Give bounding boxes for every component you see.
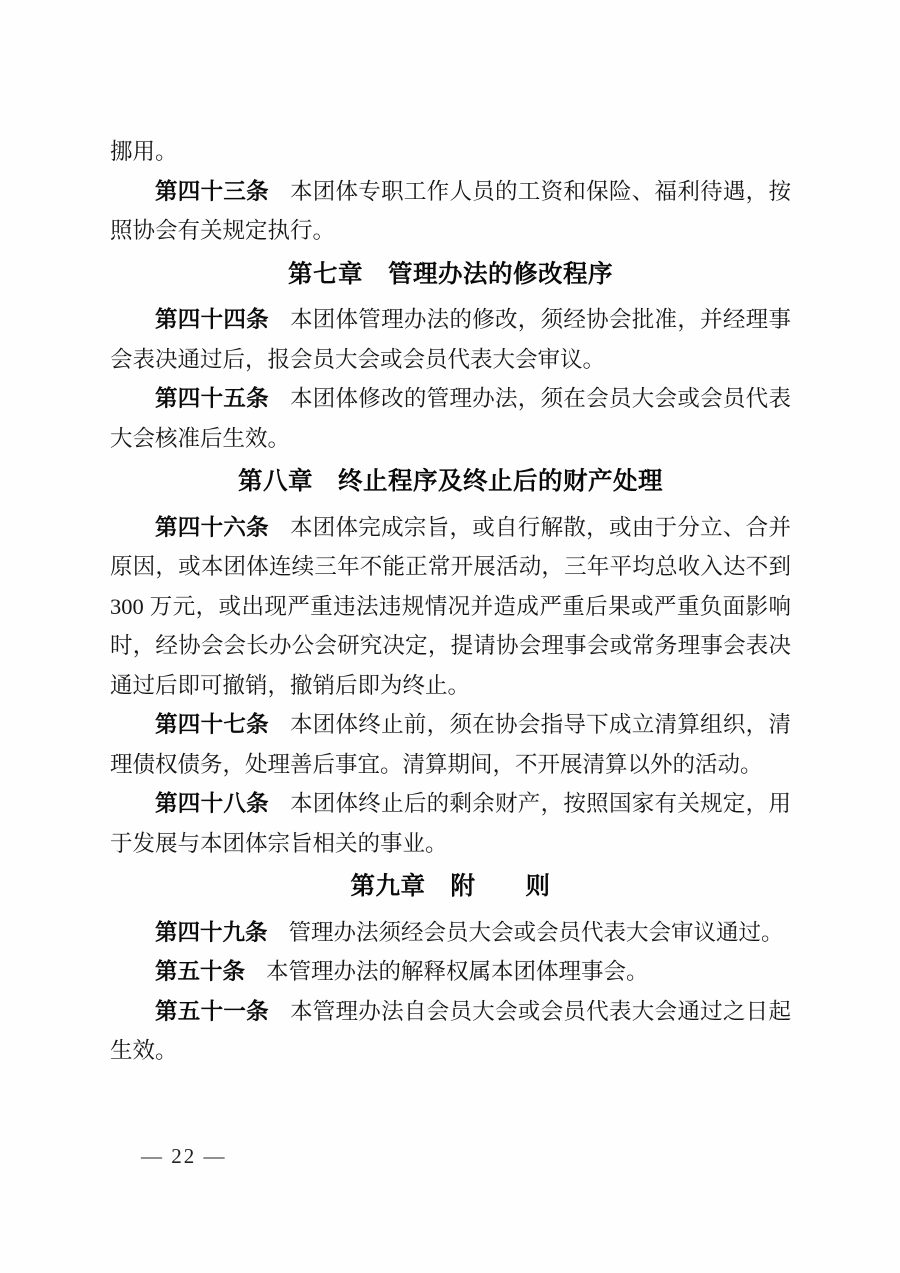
- paragraph-continuation: 挪用。: [110, 139, 178, 164]
- chapter-9-heading: 第九章 附 则: [350, 873, 551, 900]
- article-45: [110, 379, 791, 458]
- article-50: [110, 952, 791, 992]
- article-46-number: 第四十六条: [155, 514, 269, 540]
- article-46: [110, 508, 791, 706]
- article-51: [110, 992, 791, 1071]
- article-48-text: 本团体终止后的剩余财产，按照国家有关规定，用于发展与本团体宗旨相关的事业。: [110, 791, 791, 856]
- article-51-text: 本管理办法自会员大会或会员代表大会通过之日起生效。: [110, 998, 791, 1063]
- article-43: [110, 172, 791, 251]
- article-44-text: 本团体管理办法的修改，须经协会批准，并经理事会表决通过后，报会员大会或会员代表大会审议。: [110, 307, 791, 372]
- article-47: [110, 705, 791, 784]
- article-47-text: 本团体终止前，须在协会指导下成立清算组织，清理债权债务，处理善后事宜。清算期间，不开展清算以外的活动。: [110, 712, 791, 777]
- page-number: — 22 —: [141, 1144, 227, 1168]
- article-48-number: 第四十八条: [155, 791, 269, 816]
- article-49: [110, 913, 791, 953]
- article-44-number: 第四十四条: [155, 307, 269, 332]
- article-49-text: 管理办法须经会员大会或会员代表大会审议通过。: [288, 919, 784, 945]
- article-45-number: 第四十五条: [155, 386, 269, 411]
- article-47-number: 第四十七条: [155, 712, 269, 737]
- chapter-7-heading: 第七章 管理办法的修改程序: [288, 260, 613, 288]
- article-50-text: 本管理办法的解释权属本团体理事会。: [266, 959, 649, 984]
- article-51-number: 第五十一条: [155, 998, 269, 1024]
- article-50-number: 第五十条: [155, 959, 246, 984]
- article-43-text: 本团体专职工作人员的工资和保险、福利待遇，按照协会有关规定执行。: [110, 178, 791, 243]
- article-49-number: 第四十九条: [155, 919, 268, 945]
- article-48: [110, 784, 791, 863]
- chapter-8-heading: 第八章 终止程序及终止后的财产处理: [238, 468, 663, 495]
- article-46-text: 本团体完成宗旨，或自行解散，或由于分立、合并原因，或本团体连续三年不能正常开展活动，三年平均总收入达不到300 万元，或出现严重违法违规情况并造成严重后果或严重负面影响时，经协会会长办公会研究决定，提请协会理事会或常务理事会表决通过后即可撤销，撤销后即为终止。: [110, 514, 791, 698]
- article-44: [110, 300, 791, 379]
- article-45-text: 本团体修改的管理办法，须在会员大会或会员代表大会核准后生效。: [110, 386, 791, 451]
- document-body: [110, 132, 791, 1071]
- article-43-number: 第四十三条: [155, 178, 269, 204]
